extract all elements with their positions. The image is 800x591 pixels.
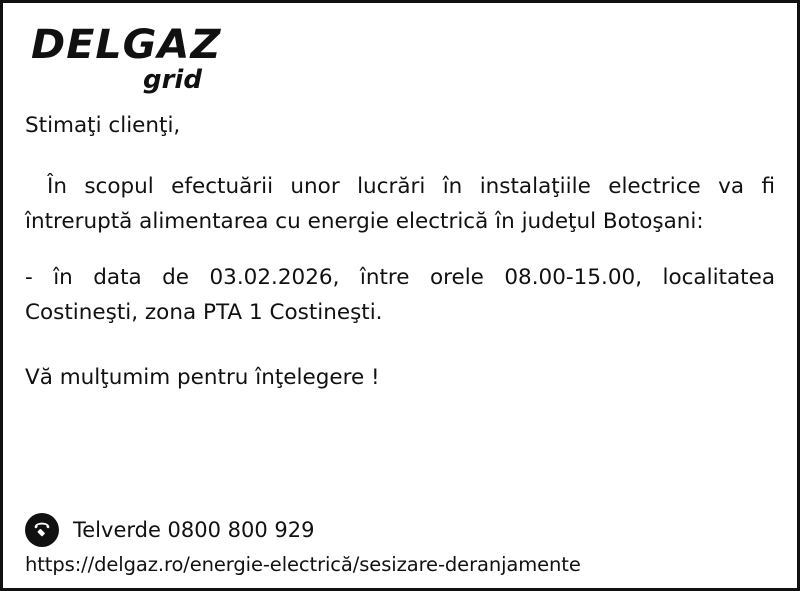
phone-label: Telverde 0800 800 929 xyxy=(73,518,315,542)
telephone-icon xyxy=(25,513,59,547)
delgaz-grid-logo xyxy=(31,22,775,95)
logo-subtitle: grid xyxy=(143,65,202,95)
notice-body xyxy=(25,109,775,396)
support-url[interactable]: https://delgaz.ro/energie-electrică/sesizare-deranjamente xyxy=(25,553,581,576)
intro-paragraph: În scopul efectuării unor lucrări în instalaţiile electrice va fi întreruptă alimentarea cu energie electrică în judeţul Botoşani: xyxy=(25,173,775,234)
thanks-text: Vă mulţumim pentru înţelegere ! xyxy=(25,365,380,391)
notice-footer xyxy=(25,513,775,576)
logo-wordmark: DELGAZ xyxy=(31,22,222,68)
greeting-text: Stimaţi clienţi, xyxy=(25,113,181,138)
phone-row xyxy=(25,513,775,547)
outage-item: - în data de 03.02.2026, între orele 08.00-15.00, localitatea Costineşti, zona PTA 1 Costineşti. xyxy=(25,265,775,326)
